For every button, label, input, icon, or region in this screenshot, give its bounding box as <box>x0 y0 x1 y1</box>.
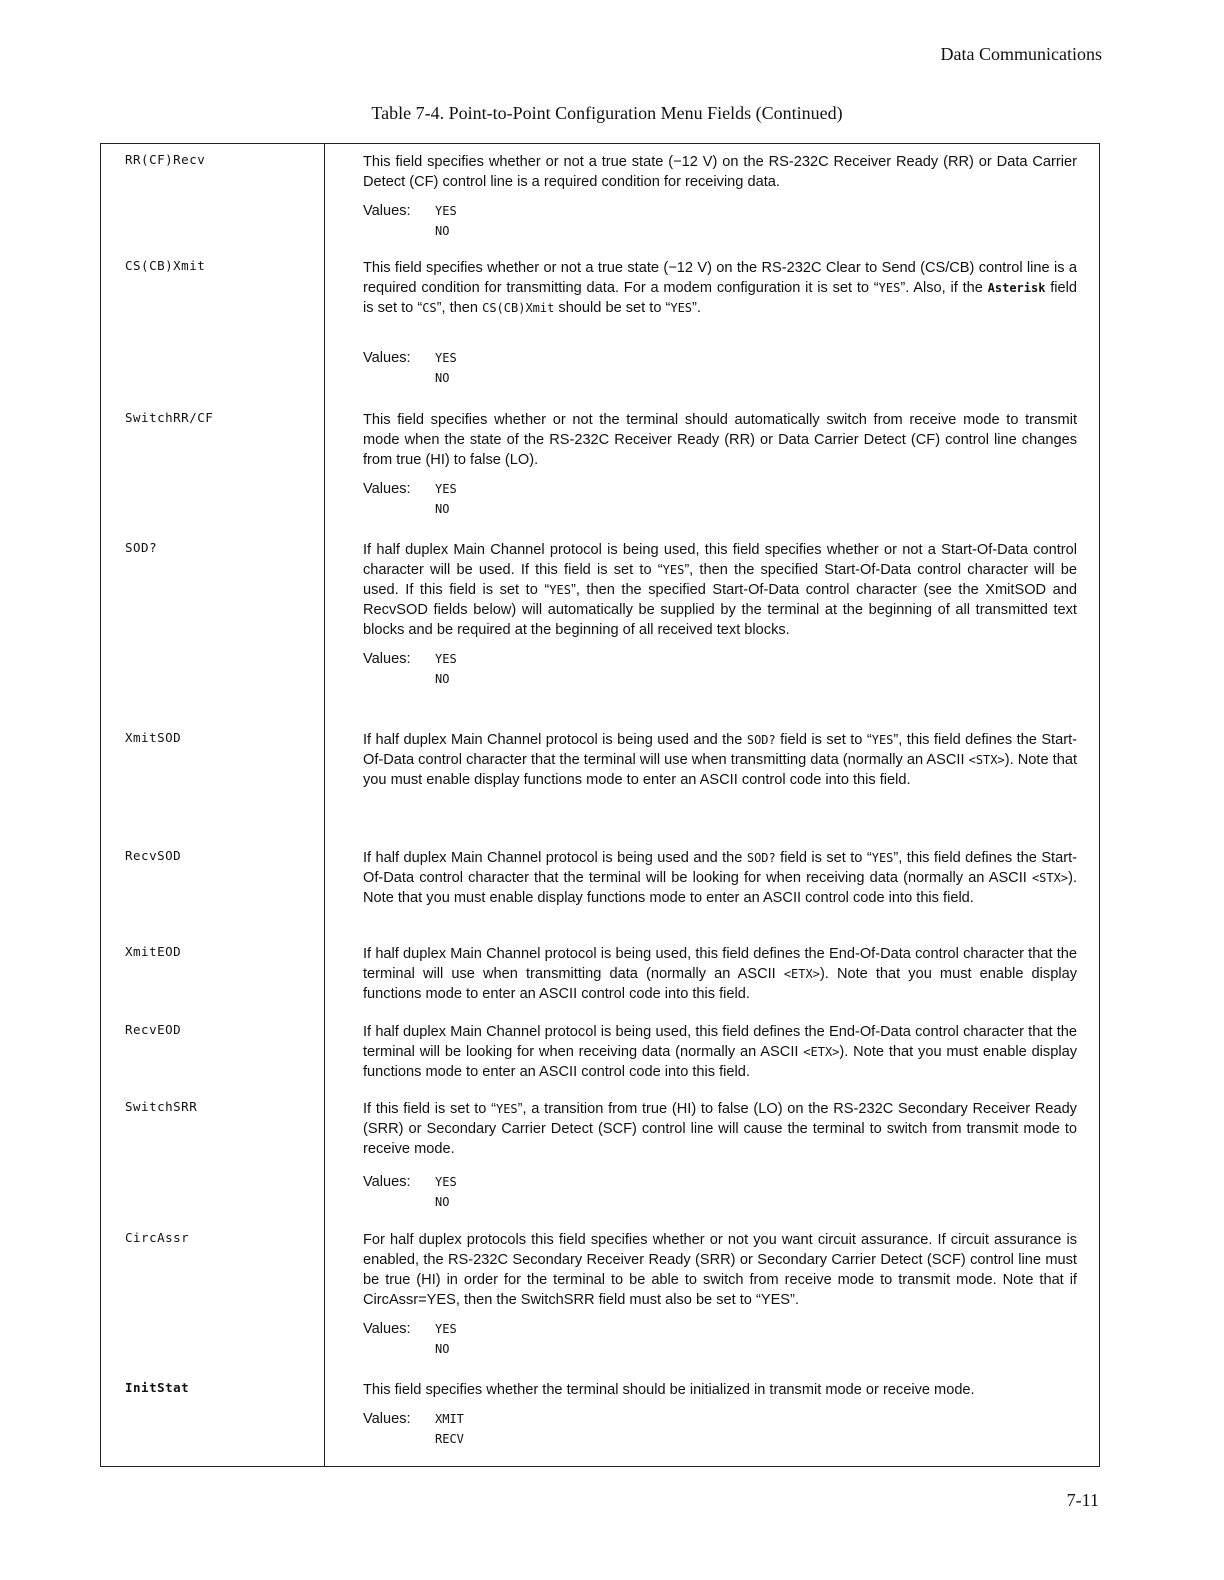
desc-text: This field specifies whether the terminal should be initialized in transmit mode or receive mode. <box>363 1382 975 1398</box>
desc-code: Asterisk <box>987 281 1046 295</box>
desc-text: ). Note that you must enable display functions mode to enter an ASCII control code into this field. <box>363 870 1077 906</box>
desc-text: field is set to “ <box>775 732 872 748</box>
fields-table <box>100 143 1100 1467</box>
field-name: RecvEOD <box>125 1022 182 1037</box>
desc-text: field is set to “ <box>363 280 1077 316</box>
field-description <box>363 152 1077 241</box>
field-name: CS(CB)Xmit <box>125 258 206 273</box>
field-name: SwitchSRR <box>125 1099 198 1114</box>
value-option: YES <box>435 351 457 365</box>
desc-code: YES <box>549 583 571 597</box>
desc-text: ”, then the specified Start-Of-Data control character will be used. If this field is set to “ <box>363 562 1077 598</box>
desc-text: If half duplex Main Channel protocol is being used, this field defines the End-Of-Data control character that the terminal will use when transmitting data (normally an ASCII <box>363 946 1077 982</box>
field-name: SwitchRR/CF <box>125 410 214 425</box>
field-description <box>363 944 1077 1004</box>
value-option: YES <box>435 1175 457 1189</box>
desc-text: ”, this field defines the Start-Of-Data control character that the terminal will be looking for when receiving data (normally an ASCII <box>363 850 1078 886</box>
field-description <box>363 1022 1077 1082</box>
desc-text: ”. <box>692 300 701 316</box>
field-name: XmitSOD <box>125 730 182 745</box>
desc-code: YES <box>662 563 685 577</box>
column-divider <box>324 144 325 1466</box>
desc-text: ). Note that you must enable display functions mode to enter an ASCII control code into this field. <box>363 1044 1077 1080</box>
desc-text: ”. Also, if the <box>900 280 988 296</box>
desc-text: For half duplex protocols this field specifies whether or not you want circuit assurance. If circuit assurance is enabled, the RS-232C Secondary Receiver Ready (SRR) or Secondary Carrier Detect (SCF) control line must be true (HI) in order for the terminal to be able to switch from receive mode to transmit mode. Note that if CircAssr=YES, then the SwitchSRR field must also be set to “YES”. <box>363 1232 1077 1308</box>
desc-text: This field specifies whether or not a true state (−12 V) on the RS-232C Clear to Send (CS/CB) control line is a required condition for transmitting data. For a modem configuration it is set to “ <box>363 260 1077 296</box>
desc-text: ”, then the specified Start-Of-Data control character (see the XmitSOD and RecvSOD fields below) will automatically be supplied by the terminal at the beginning of all transmitted text blocks and be required at the beginning of all received text blocks. <box>363 582 1078 638</box>
running-header: Data Communications <box>940 44 1102 64</box>
values-list <box>363 479 1077 519</box>
value-option: NO <box>435 371 450 385</box>
desc-code: <ETX> <box>783 967 820 981</box>
value-option: XMIT <box>435 1412 464 1426</box>
values-label: Values: <box>363 350 411 366</box>
values-list <box>363 348 1077 388</box>
desc-text: ). Note that you must enable display functions mode to enter an ASCII control code into this field. <box>363 752 1077 788</box>
value-option: NO <box>435 1195 450 1209</box>
desc-code: SOD? <box>746 851 776 865</box>
desc-code: YES <box>871 733 894 747</box>
table-title: Table 7-4. Point-to-Point Configuration Menu Fields (Continued) <box>371 103 843 123</box>
values-list <box>363 1409 1077 1449</box>
values-list <box>363 1172 1077 1212</box>
values-label: Values: <box>363 481 411 497</box>
desc-text: If half duplex Main Channel protocol is being used and the <box>363 732 747 748</box>
field-name: XmitEOD <box>125 944 182 959</box>
desc-code: <ETX> <box>803 1045 840 1059</box>
desc-text: If half duplex Main Channel protocol is being used and the <box>363 850 747 866</box>
value-option: YES <box>435 204 457 218</box>
field-description <box>363 258 1077 388</box>
desc-text: ). Note that you must enable display functions mode to enter an ASCII control code into this field. <box>363 966 1077 1002</box>
desc-code: YES <box>670 301 693 315</box>
desc-text: If half duplex Main Channel protocol is being used, this field specifies whether or not a Start-Of-Data control character will be used. If this field is set to “ <box>363 542 1077 578</box>
field-description <box>363 1230 1077 1359</box>
desc-text: This field specifies whether or not a true state (−12 V) on the RS-232C Receiver Ready (RR) or Data Carrier Detect (CF) control line is a required condition for receiving data. <box>363 154 1077 190</box>
values-list <box>363 1319 1077 1359</box>
field-name: RecvSOD <box>125 848 182 863</box>
desc-text: This field specifies whether or not the terminal should automatically switch from receive mode to transmit mode when the state of the RS-232C Receiver Ready (RR) or Data Carrier Detect (CF) control line changes from true (HI) to false (LO). <box>363 412 1077 468</box>
values-list <box>363 201 1077 241</box>
desc-code: CS <box>422 301 437 315</box>
values-label: Values: <box>363 1174 411 1190</box>
desc-text: ”, this field defines the Start-Of-Data control character that the terminal will use when transmitting data (normally an ASCII <box>363 732 1078 768</box>
desc-code: CS(CB)Xmit <box>482 301 555 315</box>
desc-text: field is set to “ <box>775 850 872 866</box>
value-option: YES <box>435 482 457 496</box>
desc-code: YES <box>871 851 894 865</box>
field-description <box>363 730 1077 790</box>
value-option: NO <box>435 502 450 516</box>
field-description <box>363 540 1077 689</box>
values-label: Values: <box>363 651 411 667</box>
field-description <box>363 848 1077 908</box>
desc-text: ”, then <box>436 300 483 316</box>
desc-text: ”, a transition from true (HI) to false (LO) on the RS-232C Secondary Receiver Ready (SRR) or Secondary Carrier Detect (SCF) control line will cause the terminal to switch from transmit mode to receive mode. <box>363 1101 1077 1157</box>
value-option: RECV <box>435 1432 464 1446</box>
field-description <box>363 1099 1077 1212</box>
value-option: NO <box>435 224 450 238</box>
values-label: Values: <box>363 203 411 219</box>
value-option: NO <box>435 1342 450 1356</box>
field-name: CircAssr <box>125 1230 190 1245</box>
desc-text: should be set to “ <box>554 300 671 316</box>
field-description <box>363 1380 1077 1449</box>
field-description <box>363 410 1077 519</box>
field-name: InitStat <box>125 1380 190 1395</box>
desc-code: YES <box>495 1102 518 1116</box>
value-option: NO <box>435 672 450 686</box>
value-option: YES <box>435 652 457 666</box>
values-label: Values: <box>363 1411 411 1427</box>
desc-code: YES <box>878 281 901 295</box>
field-name: SOD? <box>125 540 158 555</box>
values-list <box>363 649 1077 689</box>
field-name: RR(CF)Recv <box>125 152 206 167</box>
page-number: 7-11 <box>1066 1490 1099 1510</box>
desc-code: <STX> <box>968 753 1005 767</box>
desc-text: If half duplex Main Channel protocol is being used, this field defines the End-Of-Data control character that the terminal will be looking for when receiving data (normally an ASCII <box>363 1024 1077 1060</box>
values-label: Values: <box>363 1321 411 1337</box>
value-option: YES <box>435 1322 457 1336</box>
desc-text: If this field is set to “ <box>363 1101 496 1117</box>
desc-code: <STX> <box>1031 871 1069 885</box>
desc-code: SOD? <box>746 733 776 747</box>
